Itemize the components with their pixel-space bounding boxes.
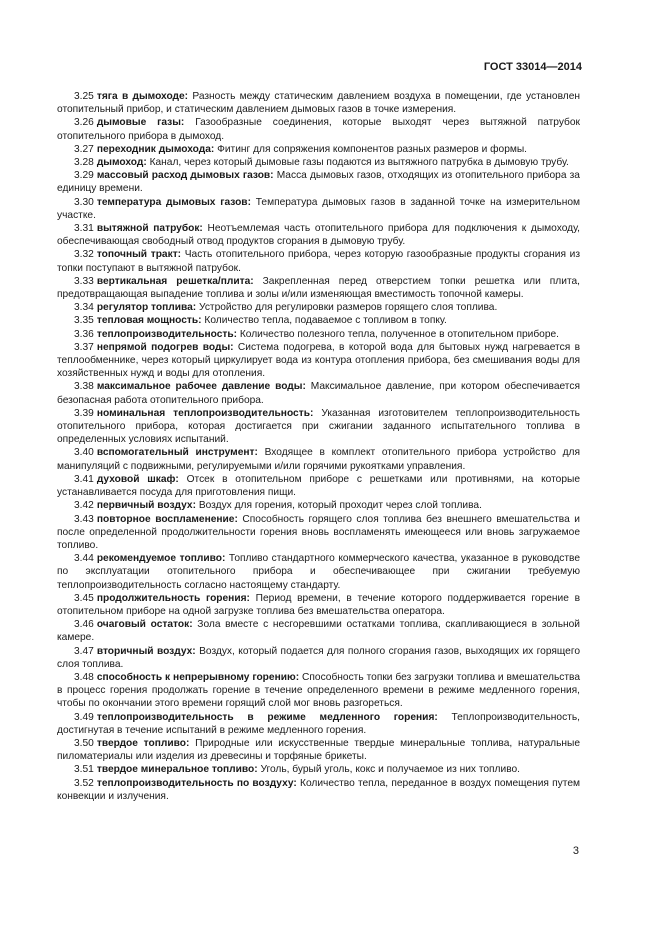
term-definition: Температура дымовых газов в заданной точке на измерительном участке. [57, 196, 580, 221]
term-entry [57, 763, 580, 776]
term-number: 3.42 [74, 500, 94, 512]
term-entry [57, 314, 580, 327]
term-name: духовой шкаф: [96, 473, 179, 485]
term-number: 3.48 [74, 671, 94, 683]
term-definition: Способность горящего слоя топлива без внешнего вмешательства и после определенной продолжительности горения вновь воспламенять имеющееся или вновь загружаемое топливо. [57, 513, 580, 551]
term-definition: Разность между статическим давлением воздуха в помещении, где установлен отопительный прибор, и статическим давлением дымовых газов в точке измерения. [57, 91, 580, 116]
term-entry [57, 671, 580, 711]
term-definition: Количество полезного тепла, полученное в отопительном приборе. [239, 328, 559, 340]
term-number: 3.32 [74, 249, 94, 261]
term-number: 3.25 [74, 91, 94, 102]
term-name: рекомендуемое топливо: [96, 553, 226, 565]
term-name: твердое минеральное топливо: [96, 764, 258, 776]
term-number: 3.38 [74, 381, 94, 393]
term-name: вытяжной патрубок: [96, 223, 203, 235]
term-definition: Природные или искусственные твердые минеральные топлива, натуральные пиломатериалы или изделия из древесины и торфяные брикеты. [57, 737, 580, 763]
term-entry [57, 275, 580, 301]
term-number: 3.30 [74, 196, 94, 208]
term-number: 3.41 [74, 473, 94, 485]
term-definition: Способность топки без загрузки топлива и вмешательства в процесс горения продолжать горение в течение определенного времени в режиме медленного горения, чтобы по окончании этого времени горящий слой мог вновь разгореться. [57, 671, 580, 710]
term-number: 3.50 [74, 737, 94, 749]
term-entry [57, 499, 580, 512]
term-definition: Отсек в отопительном приборе с решетками или противнями, на которые устанавливается посуда для приготовления пищи. [57, 473, 580, 499]
term-definition: Входящее в комплект отопительного прибора устройство для манипуляций с подвижными, регулируемыми и/или горячими рукоятками управления. [57, 447, 580, 472]
term-number: 3.52 [74, 777, 94, 789]
term-entry [57, 156, 580, 169]
terms-list [57, 90, 580, 803]
term-definition: Указанная изготовителем теплопроизводительность отопительного прибора, которая достигается при сжигании заданного испытательного топлива в определенных условиях испытаний. [57, 407, 580, 446]
term-name: дымоход: [96, 157, 147, 169]
term-entry [57, 777, 580, 803]
term-definition: Воздух, который подается для полного сгорания газов, выходящих их горящего слоя топлива. [57, 645, 580, 670]
term-definition: Зола вместе с несгоревшими остатками топлива, скапливающиеся в зольной камере. [57, 619, 580, 644]
page-number: 3 [572, 845, 579, 857]
term-number: 3.49 [74, 711, 94, 723]
term-name: теплопроизводительность в режиме медленного горения: [96, 711, 438, 723]
term-definition: Количество тепла, подаваемое с топливом в топку. [204, 315, 447, 327]
term-name: непрямой подогрев воды: [96, 341, 234, 353]
term-definition: Максимальное давление, при котором обеспечивается безопасная работа отопительного прибора. [57, 381, 580, 406]
term-definition: Масса дымовых газов, отходящих из отопительного прибора за единицу времени. [57, 170, 580, 195]
term-entry [57, 116, 580, 142]
term-name: регулятор топлива: [96, 302, 197, 314]
term-number: 3.36 [74, 328, 94, 340]
term-entry [57, 328, 580, 341]
term-number: 3.26 [74, 117, 94, 129]
term-name: массовый расход дымовых газов: [96, 170, 274, 182]
term-name: первичный воздух: [96, 500, 196, 512]
term-definition: Закрепленная перед отверстием топки решетка или плита, предотвращающая выпадение топлива и золы и/или изменяющая вместимость топочной камеры. [57, 275, 580, 301]
term-number: 3.28 [74, 157, 94, 169]
term-definition: Период времени, в течение которого поддерживается горение в отопительном приборе на одной загрузке топлива без вмешательства оператора. [57, 592, 580, 617]
term-entry [57, 446, 580, 472]
term-number: 3.47 [74, 645, 94, 657]
term-number: 3.46 [74, 619, 94, 631]
term-entry [57, 711, 580, 737]
term-definition: Теплопроизводительность, достигнутая в течение испытаний в режиме медленного горения. [57, 711, 580, 736]
term-name: тепловая мощность: [96, 315, 202, 327]
term-number: 3.29 [74, 170, 94, 182]
term-number: 3.35 [74, 315, 94, 327]
term-name: очаговый остаток: [96, 619, 193, 631]
term-number: 3.34 [74, 302, 94, 314]
term-name: топочный тракт: [96, 249, 182, 261]
term-number: 3.43 [74, 513, 94, 525]
term-definition: Уголь, бурый уголь, кокс и получаемое из них топливо. [260, 764, 520, 776]
term-definition: Количество тепла, переданное в воздух помещения путем конвекции и излучения. [57, 777, 580, 802]
term-entry [57, 222, 580, 248]
term-number: 3.51 [74, 764, 94, 776]
term-entry [57, 248, 580, 274]
term-definition: Неотъемлемая часть отопительного прибора для подключения к дымоходу, обеспечивающая свободный отвод продуктов сгорания в дымовую трубу. [57, 223, 580, 248]
term-name: теплопроизводительность: [96, 328, 238, 340]
term-entry [57, 380, 580, 406]
term-definition: Газообразные соединения, которые выходят через вытяжной патрубок отопительного прибора в дымоход. [57, 117, 580, 142]
term-name: повторное воспламенение: [96, 513, 238, 525]
term-entry [57, 407, 580, 447]
term-name: дымовые газы: [96, 117, 185, 129]
term-name: переходник дымохода: [96, 143, 215, 155]
term-name: тяга в дымоходе: [96, 91, 189, 102]
term-entry [57, 301, 580, 314]
term-number: 3.45 [74, 592, 94, 604]
term-entry [57, 737, 580, 763]
term-name: продолжительность горения: [96, 592, 250, 604]
term-entry [57, 143, 580, 156]
term-definition: Воздух для горения, который проходит через слой топлива. [198, 500, 482, 512]
term-number: 3.27 [74, 143, 94, 155]
term-entry [57, 341, 580, 381]
term-definition: Часть отопительного прибора, через которую газообразные продукты сгорания из топки поступают в вытяжной патрубок. [57, 249, 580, 274]
term-name: вторичный воздух: [96, 645, 196, 657]
term-number: 3.37 [74, 341, 94, 353]
term-entry [57, 90, 580, 116]
term-definition: Топливо стандартного коммерческого качества, указанное в руководстве по эксплуатации отопительного прибора и обеспечивающее при сжигании требуемую теплопроизводительность согласно настоящему стандарту. [57, 553, 580, 591]
term-name: твердое топливо: [96, 737, 190, 749]
term-definition: Канал, через который дымовые газы подаются из вытяжного патрубка в дымовую трубу. [149, 157, 569, 169]
term-entry [57, 196, 580, 222]
term-number: 3.40 [74, 447, 94, 459]
term-name: способность к непрерывному горению: [96, 671, 300, 683]
term-definition: Устройство для регулировки размеров горящего слоя топлива. [199, 302, 498, 314]
document-code-header: ГОСТ 33014—2014 [483, 61, 582, 73]
term-name: вспомогательный инструмент: [96, 447, 258, 459]
term-name: максимальное рабочее давление воды: [96, 381, 306, 393]
term-entry [57, 618, 580, 644]
term-entry [57, 473, 580, 499]
term-entry [57, 513, 580, 553]
term-name: номинальная теплопроизводительность: [96, 407, 314, 419]
term-entry [57, 645, 580, 671]
term-number: 3.39 [74, 407, 94, 419]
term-definition: Система подогрева, в которой вода для бытовых нужд нагревается в теплообменнике, через который циркулирует вода из контура отопления прибора, без смешивания воды для хозяйственных нужд и воды для отопления. [57, 341, 580, 380]
term-entry [57, 169, 580, 195]
term-number: 3.33 [74, 275, 94, 287]
term-name: вертикальная решетка/плита: [96, 275, 254, 287]
term-entry [57, 592, 580, 618]
term-name: теплопроизводительность по воздуху: [96, 777, 297, 789]
term-name: температура дымовых газов: [96, 196, 251, 208]
term-definition: Фитинг для сопряжения компонентов разных размеров и формы. [217, 143, 528, 155]
term-number: 3.31 [74, 223, 94, 235]
term-entry [57, 552, 580, 592]
term-number: 3.44 [74, 553, 94, 565]
